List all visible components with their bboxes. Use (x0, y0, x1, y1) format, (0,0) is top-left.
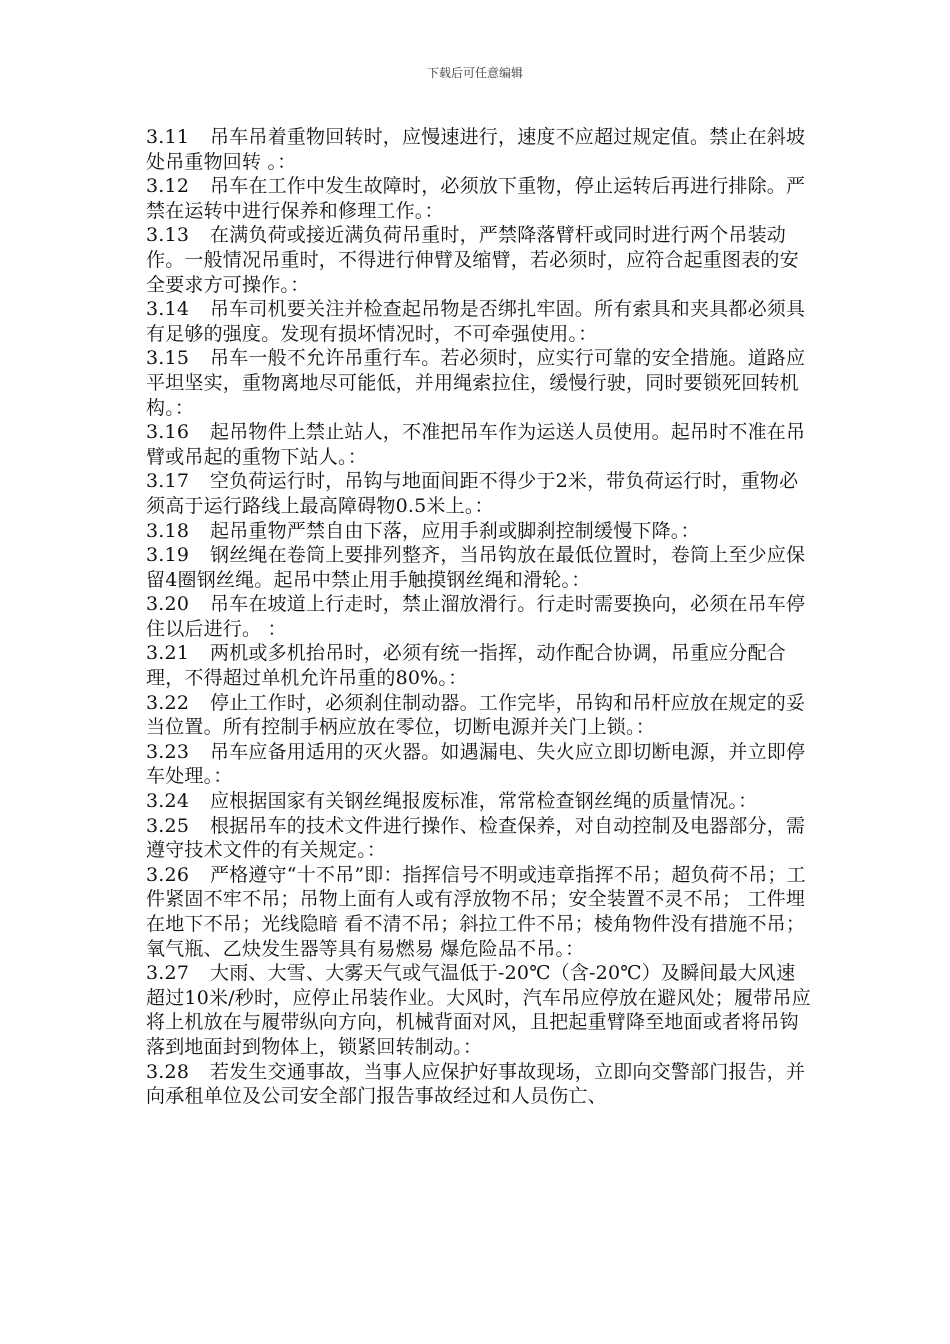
clause-number: 3.21 (146, 642, 190, 665)
clause-number: 3.17 (146, 470, 190, 493)
clause-number: 3.12 (146, 175, 190, 198)
clause-text: 吊车一般不允许吊重行车。若必须时，应实行可靠的安全措施。道路应平坦坚实，重物离地尽可能低，并用绳索拉住，缓慢行驶，同时要锁死回转机构。： (146, 347, 806, 419)
clause-text: 吊车在工作中发生故障时，必须放下重物，停止运转后再进行排除。严禁在运转中进行保养和修理工作。： (146, 175, 806, 222)
clause-number: 3.20 (146, 593, 190, 616)
clause-number: 3.11 (146, 126, 190, 148)
clause (146, 863, 814, 961)
clause-number: 3.18 (146, 519, 190, 542)
clause-text: 钢丝绳在卷筒上要排列整齐，当吊钩放在最低位置时，卷筒上至少应保留4圈钢丝绳。起吊中禁止用手触摸钢丝绳和滑轮。： (146, 544, 806, 591)
clause (146, 420, 814, 469)
clause (146, 125, 814, 174)
clause-number: 3.14 (146, 298, 190, 321)
clause-number: 3.23 (146, 740, 190, 763)
clause-text: 停止工作时，必须刹住制动器。工作完毕，吊钩和吊杆应放在规定的妥当位置。所有控制手柄应放在零位，切断电源并关门上锁。： (146, 691, 806, 739)
clause-text: 两机或多机抬吊时，必须有统一指挥，动作配合协调，吊重应分配合理，不得超过单机允许吊重的80%。： (146, 642, 787, 690)
clause-number: 3.13 (146, 224, 190, 247)
clause-text: 若发生交通事故，当事人应保护好事故现场，立即向交警部门报告，并向承租单位及公司安全部门报告事故经过和人员伤亡、 (146, 1060, 806, 1108)
clause-number: 3.16 (146, 421, 190, 444)
clause-text: 起吊重物严禁自由下落，应用手刹或脚刹控制缓慢下降。： (210, 519, 700, 542)
clause-text: 空负荷运行时，吊钩与地面间距不得少于2米，带负荷运行时，重物必须高于运行路线上最高障碍物0.5米上。： (146, 470, 799, 517)
clause-text: 起吊物件上禁止站人，不准把吊车作为运送人员使用。起吊时不准在吊臂或吊起的重物下站人。： (146, 421, 806, 468)
clause-text: 吊车吊着重物回转时，应慢速进行，速度不应超过规定值。禁止在斜坡处吊重物回转 。： (146, 126, 806, 173)
clause-number: 3.26 (146, 863, 190, 886)
clause-number: 3.28 (146, 1060, 190, 1083)
clause (146, 519, 814, 544)
clause (146, 592, 814, 641)
clause (146, 543, 814, 592)
clause-number: 3.27 (146, 962, 190, 985)
clause-number: 3.22 (146, 691, 190, 714)
clause (146, 641, 814, 690)
clause (146, 223, 814, 297)
clause-text: 在满负荷或接近满负荷吊重时，严禁降落臂杆或同时进行两个吊装动作。一般情况吊重时，不得进行伸臂及缩臂，若必须时，应符合起重图表的安全要求方可操作。： (146, 224, 799, 296)
clause (146, 297, 814, 346)
clause (146, 691, 814, 740)
clause-number: 3.15 (146, 347, 190, 370)
clause (146, 961, 814, 1059)
clause-text: 应根据国家有关钢丝绳报废标准，常常检查钢丝绳的质量情况。： (210, 790, 758, 813)
document-body (146, 125, 814, 1109)
page-header-note: 下载后可任意编辑 (426, 66, 523, 80)
clause (146, 1060, 814, 1109)
clause (146, 174, 814, 223)
clause-number: 3.24 (146, 790, 190, 813)
clause (146, 346, 814, 420)
clause-text: 严格遵守“十不吊”即：指挥信号不明或违章指挥不吊；超负荷不吊；工件紧固不牢不吊；吊物上面有人或有浮放物不吊；安全装置不灵不吊； 工件埋在地下不吊；光线隐暗 看不清不吊；斜拉工件不吊；棱角物件没有措施不吊；氧气瓶、乙炔发生器等具有易燃易 爆危险品不吊。： (146, 863, 806, 960)
clause-text: 吊车在坡道上行走时，禁止溜放滑行。行走时需要换向，必须在吊车停住以后进行。 ： (146, 593, 806, 640)
clause-text: 大雨、大雪、大雾天气或气温低于-20℃（含-20℃）及瞬间最大风速超过10米/秒时，应停止吊装作业。大风时，汽车吊应停放在避风处；履带吊应将上机放在与履带纵向方向，机械背面对风，且把起重臂降至地面或者将吊钩落到地面封到物体上，锁紧回转制动。： (146, 962, 811, 1058)
clause-text: 吊车应备用适用的灭火器。如遇漏电、失火应立即切断电源，并立即停车处理。： (146, 740, 806, 788)
clause (146, 740, 814, 789)
clause-number: 3.25 (146, 814, 190, 837)
clause (146, 814, 814, 863)
clause-number: 3.19 (146, 544, 190, 567)
clause (146, 469, 814, 518)
clause-text: 吊车司机要关注并检查起吊物是否绑扎牢固。所有索具和夹具都必须具有足够的强度。发现有损坏情况时，不可牵强使用。： (146, 298, 806, 345)
clause-text: 根据吊车的技术文件进行操作、检查保养，对自动控制及电器部分，需遵守技术文件的有关规定。： (146, 814, 806, 862)
clause (146, 789, 814, 814)
